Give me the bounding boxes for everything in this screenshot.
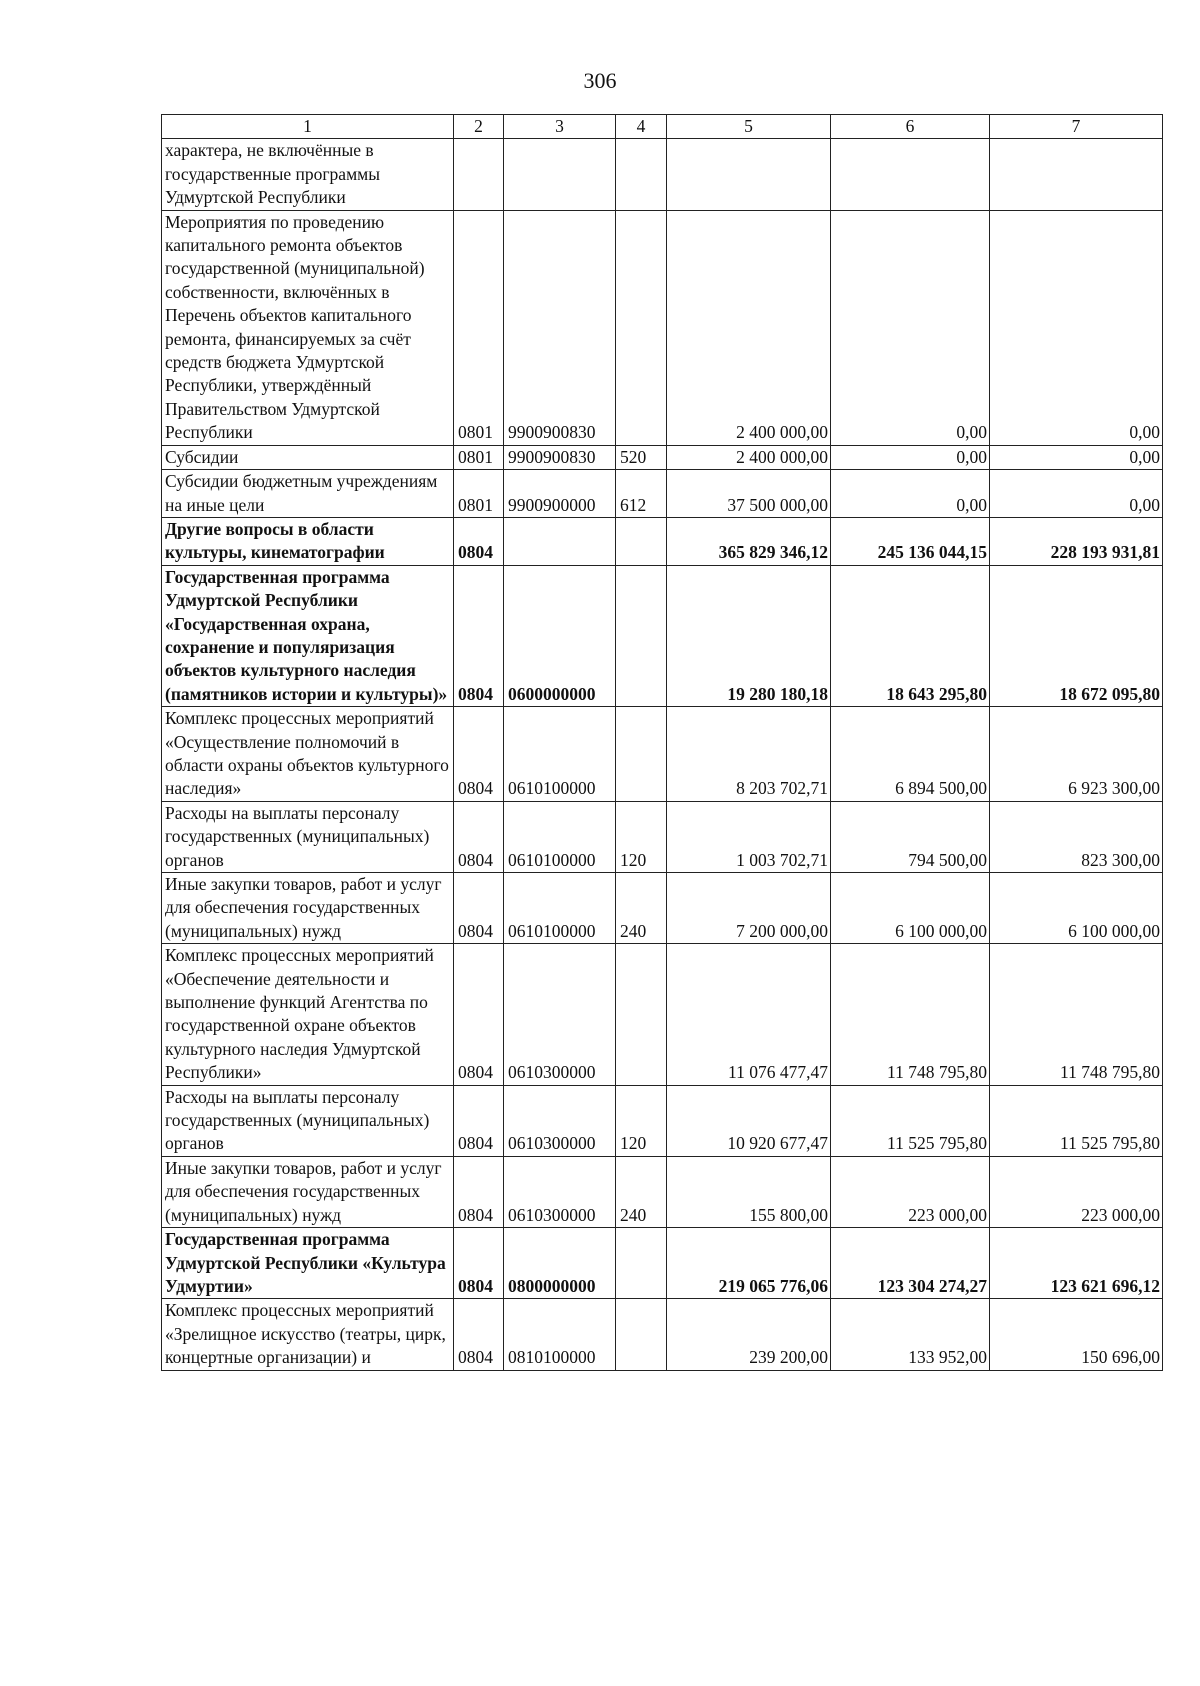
amount-col7-cell: 823 300,00 <box>990 801 1163 872</box>
column-header-6: 6 <box>831 115 990 139</box>
amount-col5-cell: 37 500 000,00 <box>667 470 831 518</box>
amount-col5-cell: 19 280 180,18 <box>667 565 831 706</box>
row-name-cell: Другие вопросы в области культуры, кинематографии <box>162 517 454 565</box>
amount-col7-cell: 150 696,00 <box>990 1299 1163 1370</box>
target-code-cell <box>504 517 616 565</box>
expense-type-cell <box>616 944 667 1085</box>
expense-type-cell: 520 <box>616 445 667 469</box>
table-row <box>162 1156 1163 1227</box>
column-header-3: 3 <box>504 115 616 139</box>
section-code-cell: 0804 <box>454 517 504 565</box>
column-header-2: 2 <box>454 115 504 139</box>
target-code-cell: 0610100000 <box>504 707 616 802</box>
section-code-cell: 0804 <box>454 873 504 944</box>
amount-col6-cell: 6 894 500,00 <box>831 707 990 802</box>
expense-type-cell <box>616 1228 667 1299</box>
amount-col5-cell: 239 200,00 <box>667 1299 831 1370</box>
amount-col7-cell: 11 748 795,80 <box>990 944 1163 1085</box>
row-name-cell: Иные закупки товаров, работ и услуг для обеспечения государственных (муниципальных) нужд <box>162 873 454 944</box>
budget-table <box>161 114 1163 1371</box>
amount-col6-cell: 0,00 <box>831 445 990 469</box>
amount-col5-cell: 11 076 477,47 <box>667 944 831 1085</box>
expense-type-cell <box>616 517 667 565</box>
target-code-cell: 9900900830 <box>504 445 616 469</box>
row-name-cell: Государственная программа Удмуртской Республики «Государственная охрана, сохранение и популяризация объектов культурного наследия (памятников истории и культуры)» <box>162 565 454 706</box>
expense-type-cell <box>616 1299 667 1370</box>
amount-col6-cell: 133 952,00 <box>831 1299 990 1370</box>
section-code-cell: 0801 <box>454 470 504 518</box>
table-row <box>162 801 1163 872</box>
amount-col5-cell: 7 200 000,00 <box>667 873 831 944</box>
page-number: 306 <box>583 68 617 93</box>
column-header-1: 1 <box>162 115 454 139</box>
target-code-cell: 0610300000 <box>504 1085 616 1156</box>
section-code-cell: 0804 <box>454 1228 504 1299</box>
target-code-cell: 0610100000 <box>504 801 616 872</box>
amount-col6-cell: 11 525 795,80 <box>831 1085 990 1156</box>
amount-col6-cell <box>831 139 990 210</box>
amount-col7-cell: 0,00 <box>990 445 1163 469</box>
amount-col5-cell <box>667 139 831 210</box>
column-header-7: 7 <box>990 115 1163 139</box>
row-name-cell: Мероприятия по проведению капитального ремонта объектов государственной (муниципальной) собственности, включённых в Перечень объектов капитального ремонта, финансируемых за счёт средств бюджета Удмуртской Республики, утверждённый Правительством Удмуртской Республики <box>162 210 454 445</box>
section-code-cell: 0804 <box>454 1085 504 1156</box>
expense-type-cell <box>616 210 667 445</box>
target-code-cell: 0610100000 <box>504 873 616 944</box>
row-name-cell: Иные закупки товаров, работ и услуг для обеспечения государственных (муниципальных) нужд <box>162 1156 454 1227</box>
table-row <box>162 565 1163 706</box>
amount-col6-cell: 794 500,00 <box>831 801 990 872</box>
column-header-4: 4 <box>616 115 667 139</box>
table-row <box>162 210 1163 445</box>
row-name-cell: Государственная программа Удмуртской Республики «Культура Удмуртии» <box>162 1228 454 1299</box>
expense-type-cell: 120 <box>616 1085 667 1156</box>
row-name-cell: Субсидии бюджетным учреждениям на иные цели <box>162 470 454 518</box>
amount-col7-cell: 18 672 095,80 <box>990 565 1163 706</box>
row-name-cell: характера, не включённые в государственные программы Удмуртской Республики <box>162 139 454 210</box>
section-code-cell: 0804 <box>454 1156 504 1227</box>
amount-col6-cell: 6 100 000,00 <box>831 873 990 944</box>
table-row <box>162 1228 1163 1299</box>
row-name-cell: Комплекс процессных мероприятий «Обеспечение деятельности и выполнение функций Агентства по государственной охране объектов культурного наследия Удмуртской Республики» <box>162 944 454 1085</box>
table-row <box>162 873 1163 944</box>
target-code-cell: 0800000000 <box>504 1228 616 1299</box>
expense-type-cell: 240 <box>616 1156 667 1227</box>
section-code-cell: 0804 <box>454 944 504 1085</box>
section-code-cell: 0804 <box>454 707 504 802</box>
amount-col5-cell: 2 400 000,00 <box>667 445 831 469</box>
amount-col7-cell: 123 621 696,12 <box>990 1228 1163 1299</box>
amount-col5-cell: 155 800,00 <box>667 1156 831 1227</box>
section-code-cell: 0801 <box>454 445 504 469</box>
amount-col6-cell: 245 136 044,15 <box>831 517 990 565</box>
amount-col5-cell: 8 203 702,71 <box>667 707 831 802</box>
amount-col7-cell: 228 193 931,81 <box>990 517 1163 565</box>
amount-col7-cell: 0,00 <box>990 210 1163 445</box>
expense-type-cell: 612 <box>616 470 667 518</box>
expense-type-cell <box>616 139 667 210</box>
section-code-cell <box>454 139 504 210</box>
amount-col6-cell: 0,00 <box>831 210 990 445</box>
section-code-cell: 0804 <box>454 1299 504 1370</box>
table-row <box>162 445 1163 469</box>
column-header-5: 5 <box>667 115 831 139</box>
amount-col7-cell: 6 923 300,00 <box>990 707 1163 802</box>
amount-col7-cell: 223 000,00 <box>990 1156 1163 1227</box>
expense-type-cell: 120 <box>616 801 667 872</box>
amount-col5-cell: 10 920 677,47 <box>667 1085 831 1156</box>
amount-col6-cell: 11 748 795,80 <box>831 944 990 1085</box>
target-code-cell: 0600000000 <box>504 565 616 706</box>
section-code-cell: 0804 <box>454 565 504 706</box>
target-code-cell: 0810100000 <box>504 1299 616 1370</box>
section-code-cell: 0804 <box>454 801 504 872</box>
expense-type-cell <box>616 565 667 706</box>
amount-col7-cell <box>990 139 1163 210</box>
section-code-cell: 0801 <box>454 210 504 445</box>
amount-col5-cell: 2 400 000,00 <box>667 210 831 445</box>
amount-col7-cell: 11 525 795,80 <box>990 1085 1163 1156</box>
target-code-cell: 9900900830 <box>504 210 616 445</box>
table-row <box>162 1299 1163 1370</box>
table-row <box>162 707 1163 802</box>
amount-col7-cell: 6 100 000,00 <box>990 873 1163 944</box>
amount-col5-cell: 219 065 776,06 <box>667 1228 831 1299</box>
row-name-cell: Расходы на выплаты персоналу государственных (муниципальных) органов <box>162 801 454 872</box>
table-row <box>162 1085 1163 1156</box>
amount-col6-cell: 18 643 295,80 <box>831 565 990 706</box>
amount-col6-cell: 0,00 <box>831 470 990 518</box>
target-code-cell <box>504 139 616 210</box>
row-name-cell: Субсидии <box>162 445 454 469</box>
amount-col7-cell: 0,00 <box>990 470 1163 518</box>
table-row <box>162 517 1163 565</box>
expense-type-cell <box>616 707 667 802</box>
table-row <box>162 139 1163 210</box>
target-code-cell: 0610300000 <box>504 944 616 1085</box>
row-name-cell: Комплекс процессных мероприятий «Зрелищное искусство (театры, цирк, концертные организации) и <box>162 1299 454 1370</box>
amount-col5-cell: 365 829 346,12 <box>667 517 831 565</box>
amount-col5-cell: 1 003 702,71 <box>667 801 831 872</box>
target-code-cell: 9900900000 <box>504 470 616 518</box>
amount-col6-cell: 123 304 274,27 <box>831 1228 990 1299</box>
column-number-row <box>162 115 1163 139</box>
amount-col6-cell: 223 000,00 <box>831 1156 990 1227</box>
table-row <box>162 944 1163 1085</box>
table-row <box>162 470 1163 518</box>
row-name-cell: Расходы на выплаты персоналу государственных (муниципальных) органов <box>162 1085 454 1156</box>
row-name-cell: Комплекс процессных мероприятий «Осуществление полномочий в области охраны объектов культурного наследия» <box>162 707 454 802</box>
expense-type-cell: 240 <box>616 873 667 944</box>
target-code-cell: 0610300000 <box>504 1156 616 1227</box>
